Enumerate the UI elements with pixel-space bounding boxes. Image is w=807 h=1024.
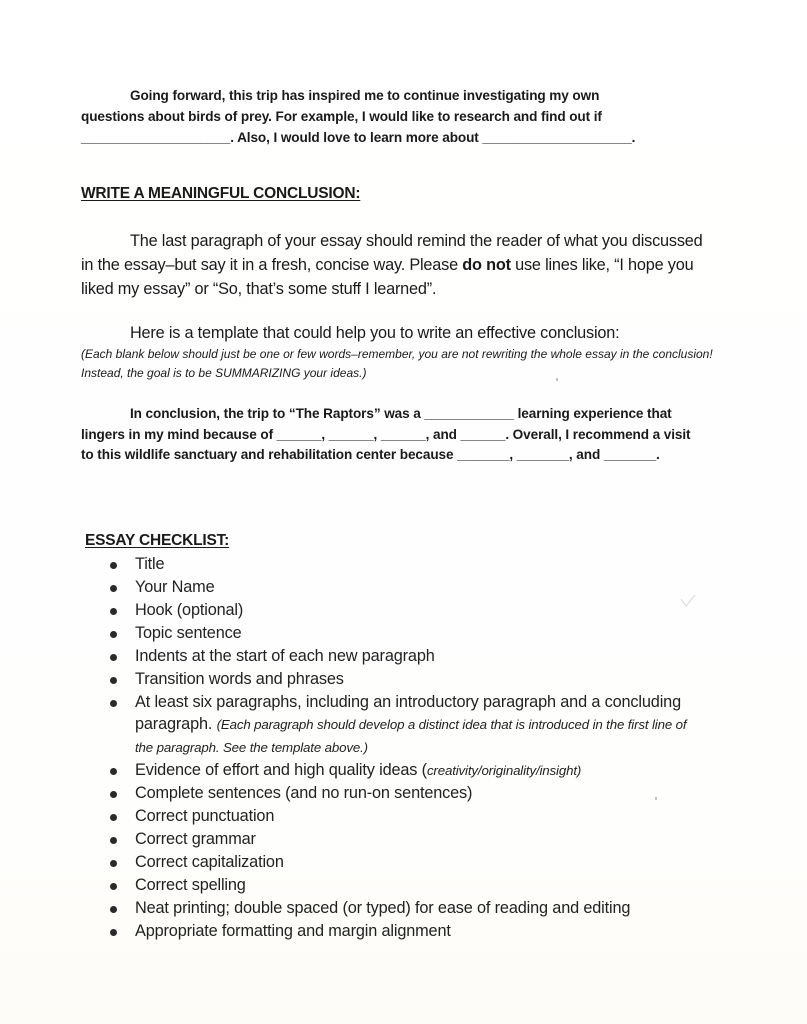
checklist-item-text: Appropriate formatting and margin alignment — [135, 922, 451, 940]
checklist-item-text: Evidence of effort and high quality ideas ( — [135, 761, 427, 779]
bullet-icon — [110, 768, 117, 775]
bullet-icon — [110, 562, 117, 569]
bullet-icon — [110, 814, 117, 821]
checklist-item — [110, 828, 690, 851]
intro-paragraph — [81, 85, 701, 148]
template-intro-text: Here is a template that could help you to write an effective conclusion: — [130, 324, 620, 342]
checklist-item — [110, 553, 690, 576]
checklist-item — [110, 645, 690, 668]
bullet-icon — [110, 791, 117, 798]
conclusion-template-text: In conclusion, the trip to “The Raptors” was a ____________ learning experience that lingers in my mind because of ______, ______, ______, and ______. Overall, I recommend a visit to this wildlife sanctuary and rehabilitation center because _______, _______, and _______. — [81, 406, 691, 462]
conclusion-text-2: use lines like, “I hope you liked my essay” or “So, that’s some stuff I learned”. — [81, 256, 694, 298]
pencil-check-mark-icon — [680, 594, 696, 608]
bullet-icon — [110, 837, 117, 844]
checklist-item-text: Complete sentences (and no run-on sentences) — [135, 784, 473, 802]
bullet-icon — [110, 608, 117, 615]
intro-line-3-end: . — [631, 130, 636, 145]
bullet-icon — [110, 700, 117, 707]
intro-line-1: Going forward, this trip has inspired me to continue investigating my own — [130, 88, 600, 103]
conclusion-instructions — [81, 229, 711, 301]
checklist-item-text: Neat printing; double spaced (or typed) for ease of reading and editing — [135, 899, 631, 917]
checklist-item-note: creativity/originality/insight) — [426, 763, 582, 778]
bullet-icon — [110, 860, 117, 867]
conclusion-heading: WRITE A MEANINGFUL CONCLUSION: — [81, 185, 361, 202]
checklist-item — [110, 759, 690, 782]
indent-space — [81, 232, 130, 250]
indent-space — [81, 406, 130, 421]
scan-speck — [556, 378, 558, 381]
checklist-item-text: Correct punctuation — [135, 807, 275, 825]
checklist-item — [110, 851, 690, 874]
conclusion-template — [81, 404, 706, 466]
checklist-item-text: Indents at the start of each new paragraph — [135, 647, 435, 665]
bullet-icon — [110, 929, 117, 936]
checklist-item-text: Correct capitalization — [135, 853, 284, 871]
checklist-item — [110, 668, 690, 691]
checklist-item-text: Correct grammar — [135, 830, 256, 848]
checklist-heading: ESSAY CHECKLIST: — [85, 532, 230, 549]
checklist-item — [110, 599, 690, 622]
checklist-item — [110, 897, 690, 920]
checklist-item — [110, 576, 690, 599]
scan-speck — [655, 797, 657, 800]
conclusion-text-bold: do not — [462, 256, 511, 274]
intro-line-3-middle: . Also, I would love to learn more about — [230, 130, 483, 145]
bullet-icon — [110, 585, 117, 592]
bullet-icon — [110, 906, 117, 913]
template-note: (Each blank below should just be one or few words–remember, you are not rewriting the whole essay in the conclusion! Instead, the goal is to be SUMMARIZING your ideas.) — [81, 347, 713, 380]
checklist-item-text: Topic sentence — [135, 624, 242, 642]
bullet-icon — [110, 883, 117, 890]
checklist-item — [110, 805, 690, 828]
bullet-icon — [110, 677, 117, 684]
checklist-item — [110, 622, 690, 645]
checklist-item — [110, 874, 690, 897]
conclusion-text-1: The last paragraph of your essay should remind the reader of what you discussed in the essay–but say it in a fresh, concise way. Please — [81, 232, 703, 274]
checklist-item-text: At least six paragraphs, including an introductory paragraph and a concluding paragraph. — [135, 693, 681, 733]
checklist-item — [110, 782, 690, 805]
template-intro — [81, 322, 721, 344]
essay-checklist — [110, 553, 690, 943]
checklist-item — [110, 920, 690, 943]
intro-line-3 — [81, 127, 701, 148]
checklist-item-text: Hook (optional) — [135, 601, 244, 619]
checklist-item — [110, 691, 690, 759]
fill-blank-research: ____________________ — [81, 130, 231, 145]
checklist-item-text: Correct spelling — [135, 876, 246, 894]
indent-space — [81, 324, 130, 342]
fill-blank-learn-more: ____________________ — [482, 130, 632, 145]
checklist-item-text: Title — [135, 555, 165, 573]
checklist-item-note: (Each paragraph should develop a distinct idea that is introduced in the first line of the paragraph. See the template above.) — [135, 717, 687, 755]
checklist-item-text: Transition words and phrases — [135, 670, 344, 688]
intro-line-2: questions about birds of prey. For example, I would like to research and find out if — [81, 109, 602, 124]
bullet-icon — [110, 654, 117, 661]
bullet-icon — [110, 631, 117, 638]
checklist-item-text: Your Name — [135, 578, 215, 596]
